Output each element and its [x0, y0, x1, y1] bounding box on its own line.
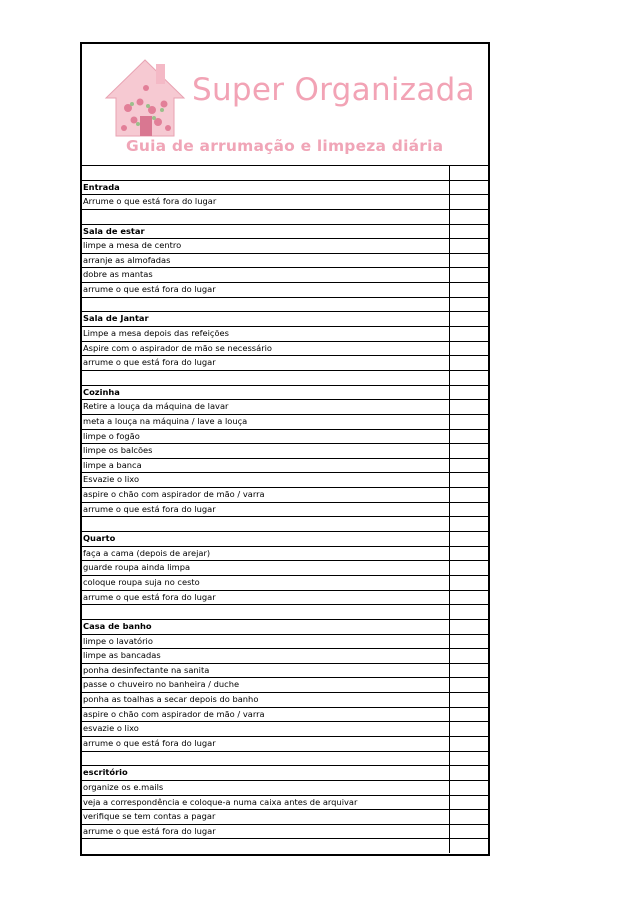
- task-label: arrume o que está fora do lugar: [83, 591, 216, 602]
- task-label: arrume o que está fora do lugar: [83, 503, 216, 514]
- task-row: [82, 429, 488, 444]
- blank-row: [82, 838, 488, 853]
- task-label: Esvazie o lixo: [83, 474, 140, 485]
- task-row: [82, 809, 488, 824]
- task-label: arrume o que está fora do lugar: [83, 357, 216, 368]
- checkbox-cell[interactable]: [449, 355, 489, 370]
- blank-row: [82, 297, 488, 312]
- checkbox-cell[interactable]: [449, 707, 489, 722]
- task-row: [82, 267, 488, 282]
- task-label: Retire a louça da máquina de lavar: [83, 401, 229, 412]
- task-row: [82, 575, 488, 590]
- task-row: [82, 443, 488, 458]
- task-row: [82, 721, 488, 736]
- checkbox-cell[interactable]: [449, 180, 489, 195]
- task-label: Aspire com o aspirador de mão se necessário: [83, 342, 272, 353]
- checkbox-cell[interactable]: [449, 780, 489, 795]
- section-title: Entrada: [83, 181, 120, 192]
- task-row: [82, 238, 488, 253]
- checkbox-cell[interactable]: [449, 399, 489, 414]
- section-header-row: [82, 619, 488, 634]
- checkbox-cell[interactable]: [449, 267, 489, 282]
- checkbox-cell[interactable]: [449, 370, 489, 385]
- checkbox-cell[interactable]: [449, 487, 489, 502]
- task-label: veja a correspondência e coloque-a numa caixa antes de arquivar: [83, 796, 358, 807]
- task-row: [82, 487, 488, 502]
- checkbox-cell[interactable]: [449, 692, 489, 707]
- task-label: organize os e.mails: [83, 781, 164, 792]
- section-header-row: [82, 180, 488, 195]
- task-label: guarde roupa ainda limpa: [83, 562, 191, 573]
- task-label: esvazie o lixo: [83, 723, 139, 734]
- checkbox-cell[interactable]: [449, 824, 489, 839]
- section-header-row: [82, 224, 488, 239]
- task-label: limpe o fogão: [83, 430, 140, 441]
- checkbox-cell[interactable]: [449, 677, 489, 692]
- checkbox-cell[interactable]: [449, 751, 489, 766]
- checkbox-cell[interactable]: [449, 429, 489, 444]
- task-label: aspire o chão com aspirador de mão / varra: [83, 489, 265, 500]
- checkbox-cell[interactable]: [449, 224, 489, 239]
- task-row: [82, 780, 488, 795]
- task-label: limpe a mesa de centro: [83, 240, 182, 251]
- checkbox-cell[interactable]: [449, 765, 489, 780]
- task-label: limpe os balcões: [83, 445, 153, 456]
- task-row: [82, 692, 488, 707]
- task-row: [82, 590, 488, 605]
- blank-row: [82, 165, 488, 180]
- task-label: arranje as almofadas: [83, 254, 171, 265]
- checkbox-cell[interactable]: [449, 648, 489, 663]
- checkbox-cell[interactable]: [449, 253, 489, 268]
- guide-title: Guia de arrumação e limpeza diária: [126, 137, 444, 155]
- checkbox-cell[interactable]: [449, 443, 489, 458]
- task-row: [82, 458, 488, 473]
- blank-row: [82, 209, 488, 224]
- checkbox-cell[interactable]: [449, 531, 489, 546]
- task-label: dobre as mantas: [83, 269, 153, 280]
- task-row: [82, 546, 488, 561]
- task-row: [82, 648, 488, 663]
- checkbox-cell[interactable]: [449, 736, 489, 751]
- task-row: [82, 399, 488, 414]
- checkbox-cell[interactable]: [449, 385, 489, 400]
- checkbox-cell[interactable]: [449, 721, 489, 736]
- checkbox-cell[interactable]: [449, 634, 489, 649]
- task-row: [82, 560, 488, 575]
- task-label: limpe a banca: [83, 459, 142, 470]
- section-header-row: [82, 765, 488, 780]
- section-title: Casa de banho: [83, 620, 152, 631]
- section-title: Sala de estar: [83, 225, 145, 236]
- task-row: [82, 502, 488, 517]
- task-row: [82, 341, 488, 356]
- task-row: [82, 663, 488, 678]
- checkbox-cell[interactable]: [449, 809, 489, 824]
- checkbox-cell[interactable]: [449, 619, 489, 634]
- task-label: arrume o que está fora do lugar: [83, 737, 216, 748]
- checkbox-cell[interactable]: [449, 165, 489, 180]
- checkbox-cell[interactable]: [449, 502, 489, 517]
- blank-row: [82, 604, 488, 619]
- task-row: [82, 282, 488, 297]
- task-row: [82, 677, 488, 692]
- task-label: faça a cama (depois de arejar): [83, 547, 211, 558]
- task-rows: [82, 165, 488, 853]
- task-row: [82, 253, 488, 268]
- task-row: [82, 326, 488, 341]
- task-row: [82, 707, 488, 722]
- task-label: ponha as toalhas a secar depois do banho: [83, 694, 259, 705]
- checkbox-cell[interactable]: [449, 209, 489, 224]
- checkbox-cell[interactable]: [449, 194, 489, 209]
- checkbox-cell[interactable]: [449, 472, 489, 487]
- task-label: limpe as bancadas: [83, 650, 161, 661]
- sheet-header: [82, 44, 488, 165]
- checkbox-cell[interactable]: [449, 458, 489, 473]
- section-header-row: [82, 311, 488, 326]
- task-row: [82, 355, 488, 370]
- task-row: [82, 194, 488, 209]
- checkbox-cell[interactable]: [449, 297, 489, 312]
- task-label: Arrume o que está fora do lugar: [83, 196, 217, 207]
- task-label: limpe o lavatório: [83, 635, 153, 646]
- task-row: [82, 736, 488, 751]
- task-label: ponha desinfectante na sanita: [83, 664, 210, 675]
- checkbox-cell[interactable]: [449, 560, 489, 575]
- task-row: [82, 824, 488, 839]
- section-header-row: [82, 531, 488, 546]
- checklist-sheet: [80, 42, 490, 856]
- blank-row: [82, 516, 488, 531]
- house-logo-icon: [104, 58, 186, 138]
- section-header-row: [82, 385, 488, 400]
- checkbox-cell[interactable]: [449, 546, 489, 561]
- task-row: [82, 472, 488, 487]
- task-label: Limpe a mesa depois das refeições: [83, 328, 229, 339]
- blank-row: [82, 751, 488, 766]
- checkbox-cell[interactable]: [449, 590, 489, 605]
- task-row: [82, 795, 488, 810]
- section-title: Sala de Jantar: [83, 313, 149, 324]
- checkbox-cell[interactable]: [449, 604, 489, 619]
- checkbox-cell[interactable]: [449, 238, 489, 253]
- task-label: meta a louça na máquina / lave a louça: [83, 415, 248, 426]
- task-label: verifique se tem contas a pagar: [83, 811, 216, 822]
- section-title: Quarto: [83, 533, 116, 544]
- section-title: Cozinha: [83, 386, 120, 397]
- brand-logo-text: Super Organizada: [192, 72, 475, 108]
- checkbox-cell[interactable]: [449, 414, 489, 429]
- checkbox-cell[interactable]: [449, 838, 489, 853]
- task-label: passe o chuveiro no banheira / duche: [83, 679, 240, 690]
- task-label: aspire o chão com aspirador de mão / varra: [83, 708, 265, 719]
- task-label: coloque roupa suja no cesto: [83, 576, 200, 587]
- checkbox-cell[interactable]: [449, 575, 489, 590]
- checkbox-cell[interactable]: [449, 795, 489, 810]
- task-label: arrume o que está fora do lugar: [83, 284, 216, 295]
- checkbox-cell[interactable]: [449, 341, 489, 356]
- checkbox-cell[interactable]: [449, 311, 489, 326]
- checkbox-cell[interactable]: [449, 516, 489, 531]
- task-row: [82, 634, 488, 649]
- task-label: arrume o que está fora do lugar: [83, 825, 216, 836]
- task-row: [82, 414, 488, 429]
- blank-row: [82, 370, 488, 385]
- checkbox-cell[interactable]: [449, 663, 489, 678]
- checkbox-cell[interactable]: [449, 282, 489, 297]
- checkbox-cell[interactable]: [449, 326, 489, 341]
- section-title: escritório: [83, 767, 128, 778]
